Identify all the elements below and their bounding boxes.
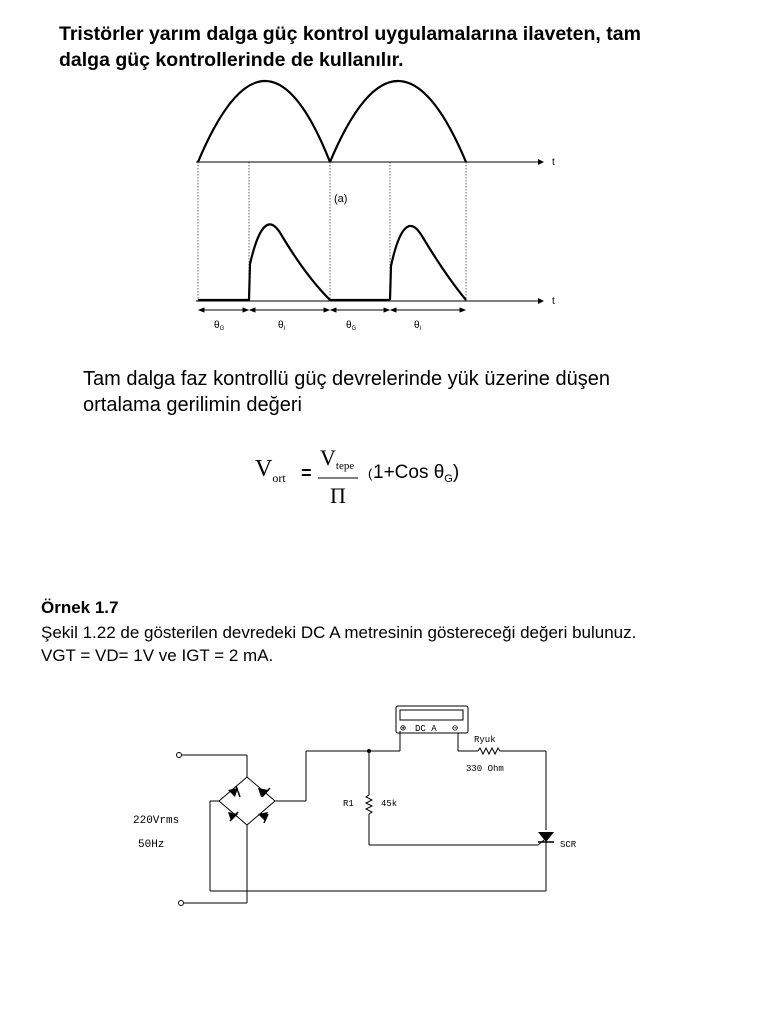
ryuk-value: 330 Ohm xyxy=(466,764,504,774)
r1-resistor xyxy=(366,795,372,814)
example-line-1: Şekil 1.22 de gösterilen devredeki DC A metresinin göstereceği değeri bulunuz. xyxy=(41,623,637,642)
top-axis-label: t xyxy=(552,157,555,168)
source-frequency-label: 50Hz xyxy=(138,839,165,851)
example-line-2: VGT = VD= 1V ve IGT = 2 mA. xyxy=(41,646,274,665)
heading-line-1: Tristörler yarım dalga güç kontrol uygulamalarına ilaveten, tam xyxy=(59,23,641,45)
formula-lhs: $V_{ort}$ xyxy=(255,456,286,485)
theta-i-label-1: $\theta_I$ xyxy=(278,320,286,332)
theta-i-label-2: $\theta_I$ xyxy=(414,320,422,332)
bottom-axis-label: t xyxy=(552,296,555,307)
panel-label: (a) xyxy=(334,193,348,205)
source-voltage-label: 220Vrms xyxy=(133,815,180,827)
paragraph-line-1: Tam dalga faz kontrollü güç devrelerinde yük üzerine düşen xyxy=(83,368,610,390)
scr-label: SCR xyxy=(560,840,577,850)
meter-plus-icon: ⊕ xyxy=(400,724,407,735)
theta-g-label-1: $\theta_G$ xyxy=(214,320,225,332)
meter-minus-icon: ⊖ xyxy=(452,724,459,735)
source-terminal-top xyxy=(177,753,182,758)
example-title: Örnek 1.7 xyxy=(41,598,119,617)
formula-numerator: Vtepe xyxy=(320,445,355,472)
r1-label: R1 xyxy=(343,799,354,809)
ryuk-label: Ryuk xyxy=(474,735,496,745)
formula-denominator: Π xyxy=(330,483,346,508)
source-terminal-bottom xyxy=(179,901,184,906)
paragraph-line-2: ortalama gerilimin değeri xyxy=(83,394,302,416)
formula-rest: 1+Cos $\theta_G$) xyxy=(373,462,460,485)
theta-g-label-2: $\theta_G$ xyxy=(346,320,357,332)
meter-label: DC A xyxy=(415,724,437,734)
ryuk-resistor xyxy=(478,748,500,754)
bridge-diodes xyxy=(228,786,270,823)
formula-paren-open: ( xyxy=(368,466,373,481)
heading-line-2: dalga güç kontrollerinde de kullanılır. xyxy=(59,49,404,71)
formula-equals: = xyxy=(301,463,312,483)
r1-value: 45k xyxy=(381,799,398,809)
junction-node xyxy=(367,749,371,753)
